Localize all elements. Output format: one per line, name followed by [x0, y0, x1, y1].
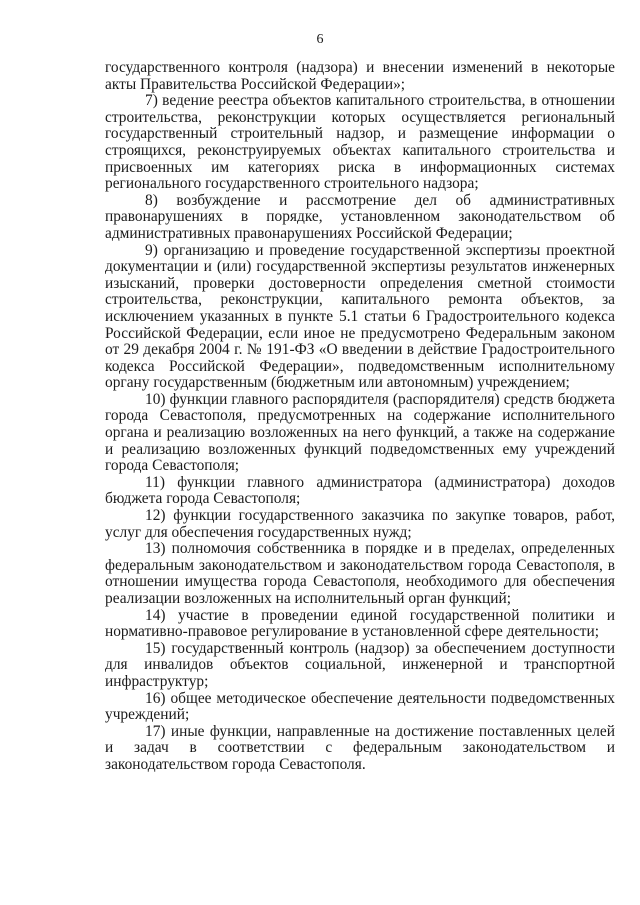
paragraph-item-9: 9) организацию и проведение государственной экспертизы проектной документации и (или) государственной экспертизы результатов инженерных изысканий, проверки достоверности определения сметной стоимости строительства, реконструкции, капитального ремонта объектов, за исключением указанных в пункте 5.1 статьи 6 Градостроительного кодекса Российской Федерации, если иное не предусмотрено Федеральным законом от 29 декабря 2004 г. № 191-ФЗ «О введении в действие Градостроительного кодекса Российской Федерации», подведомственным исполнительному органу государственным (бюджетным или автономным) учреждением; — [105, 241, 615, 392]
paragraph-item-17: 17) иные функции, направленные на достижение поставленных целей и задач в соответствии с федеральным законодательством и законодательством города Севастополя. — [105, 722, 615, 773]
paragraph-item-10: 10) функции главного распорядителя (распорядителя) средств бюджета города Севастополя, предусмотренных на содержание исполнительного органа и реализацию возложенных на него функций, а также на содержание и реализацию возложенных функций подведомственных ему учреждений города Севастополя; — [105, 390, 615, 475]
paragraph-item-16: 16) общее методическое обеспечение деятельности подведомственных учреждений; — [105, 689, 615, 724]
paragraph-item-7: 7) ведение реестра объектов капитального строительства, в отношении строительства, реконструкции которых осуществляется региональный государственный строительный надзор, и размещение информации о строящихся, реконструируемых объектах капитального строительства и присвоенных им категориях риска в информационных системах регионального государственного строительного надзора; — [105, 92, 615, 193]
paragraph-item-11: 11) функции главного администратора (администратора) доходов бюджета города Севастополя; — [105, 473, 615, 508]
paragraph-item-15: 15) государственный контроль (надзор) за обеспечением доступности для инвалидов объектов социальной, инженерной и транспортной инфраструктур; — [105, 639, 615, 690]
document-body — [105, 60, 615, 774]
page-number: 6 — [316, 32, 324, 47]
paragraph-item-12: 12) функции государственного заказчика по закупке товаров, работ, услуг для обеспечения государственных нужд; — [105, 507, 615, 541]
paragraph-continuation: государственного контроля (надзора) и внесении изменений в некоторые акты Правительства Российской Федерации»; — [105, 59, 615, 93]
paragraph-item-14: 14) участие в проведении единой государственной политики и нормативно-правовое регулирование в установленной сфере деятельности; — [105, 606, 615, 641]
paragraph-item-13: 13) полномочия собственника в порядке и в пределах, определенных федеральным законодательством и законодательством города Севастополя, в отношении имущества города Севастополя, необходимого для обеспечения реализации возложенных на исполнительный орган функций; — [105, 540, 615, 607]
paragraph-item-8: 8) возбуждение и рассмотрение дел об административных правонарушениях в порядке, установленном законодательством об административных правонарушениях Российской Федерации; — [105, 191, 615, 242]
